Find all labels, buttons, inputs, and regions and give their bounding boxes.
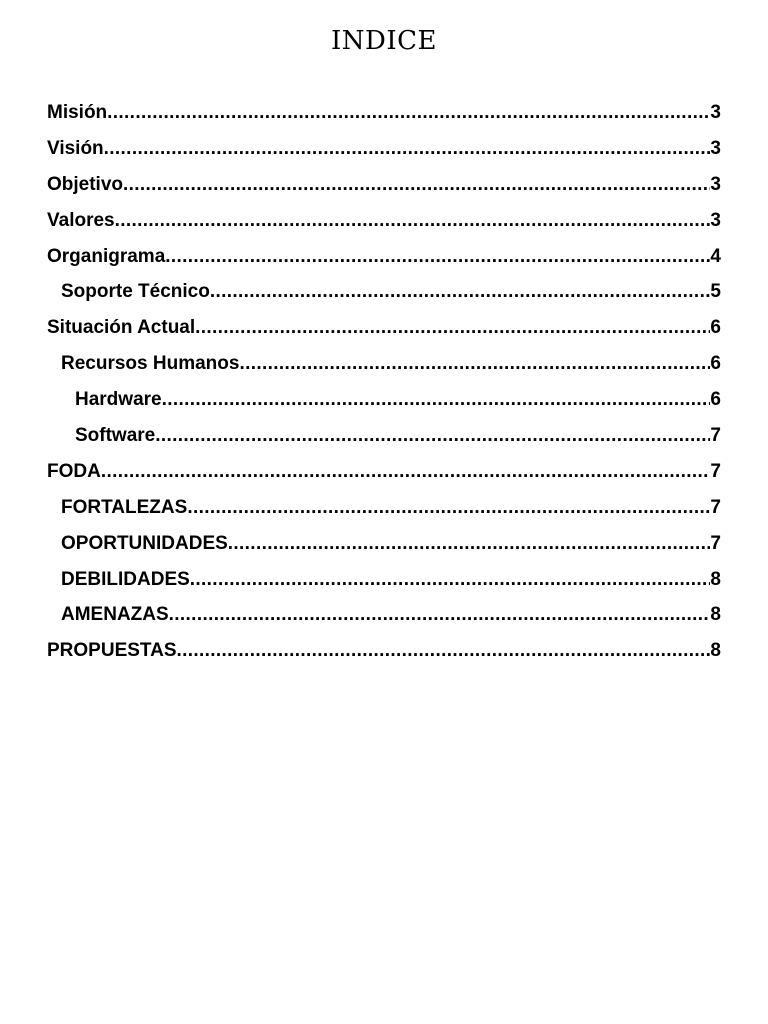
toc-entry-label: Software bbox=[75, 425, 156, 447]
toc-entry-label: Organigrama bbox=[47, 245, 166, 267]
toc-entry-recursos-humanos[interactable] bbox=[47, 346, 721, 382]
toc-page-number: 5 bbox=[710, 281, 721, 303]
toc-entry-label: FORTALEZAS bbox=[61, 496, 188, 518]
toc-entry-label: FODA bbox=[47, 460, 101, 482]
toc-dot-leader bbox=[107, 95, 710, 131]
toc-entry-label: PROPUESTAS bbox=[47, 640, 177, 662]
toc-entry-software[interactable] bbox=[47, 418, 721, 454]
toc-page-number: 3 bbox=[710, 137, 721, 159]
toc-page-number: 4 bbox=[710, 245, 721, 267]
toc-entry-objetivo[interactable] bbox=[47, 167, 721, 203]
toc-page-number: 3 bbox=[710, 102, 721, 123]
toc-entry-label: AMENAZAS bbox=[61, 604, 169, 626]
toc-entry-propuestas[interactable] bbox=[47, 633, 721, 669]
toc-entry-valores[interactable] bbox=[47, 203, 721, 239]
toc-dot-leader bbox=[115, 203, 711, 239]
toc-page-number: 6 bbox=[710, 389, 721, 411]
toc-dot-leader bbox=[162, 382, 711, 418]
toc-page-number: 7 bbox=[710, 496, 721, 518]
toc-dot-leader bbox=[190, 562, 711, 598]
toc-dot-leader bbox=[101, 454, 711, 490]
toc-dot-leader bbox=[155, 418, 710, 454]
toc-page-number: 7 bbox=[710, 460, 721, 482]
toc-dot-leader bbox=[228, 526, 711, 562]
toc-dot-leader bbox=[165, 239, 710, 275]
toc-entry-label: Hardware bbox=[75, 389, 162, 411]
toc-entry-oportunidades[interactable] bbox=[47, 526, 721, 562]
toc-entry-mision[interactable] bbox=[47, 95, 721, 131]
toc-page-number: 3 bbox=[710, 209, 721, 231]
toc-entry-label: Situación Actual bbox=[47, 317, 196, 339]
toc-dot-leader bbox=[177, 633, 711, 669]
toc-page-number: 8 bbox=[710, 604, 721, 626]
toc-dot-leader bbox=[239, 346, 710, 382]
toc-entry-organigrama[interactable] bbox=[47, 239, 721, 275]
toc-page-number: 6 bbox=[710, 353, 721, 375]
toc-entry-hardware[interactable] bbox=[47, 382, 721, 418]
toc-entry-situacion-actual[interactable] bbox=[47, 310, 721, 346]
toc-dot-leader bbox=[187, 490, 710, 526]
toc-page-number: 7 bbox=[710, 425, 721, 447]
toc-page-number: 8 bbox=[710, 568, 721, 590]
toc-entry-label: Soporte Técnico bbox=[61, 281, 210, 303]
toc-entry-label: Misión bbox=[47, 102, 108, 123]
toc-page-number: 8 bbox=[710, 640, 721, 662]
toc-entry-foda[interactable] bbox=[47, 454, 721, 490]
toc-entry-fortalezas[interactable] bbox=[47, 490, 721, 526]
toc-page-number: 7 bbox=[710, 532, 721, 554]
toc-entry-label: OPORTUNIDADES bbox=[61, 532, 228, 554]
toc-entry-vision[interactable] bbox=[47, 131, 721, 167]
toc-page-number: 3 bbox=[710, 173, 721, 195]
toc-entry-label: Visión bbox=[47, 137, 104, 159]
toc-dot-leader bbox=[195, 310, 710, 346]
table-of-contents bbox=[47, 95, 721, 669]
toc-dot-leader bbox=[123, 167, 710, 203]
toc-entry-label: Valores bbox=[47, 209, 115, 231]
toc-dot-leader bbox=[104, 131, 711, 167]
toc-entry-amenazas[interactable] bbox=[47, 597, 721, 633]
toc-dot-leader bbox=[210, 274, 711, 310]
toc-entry-label: Recursos Humanos bbox=[61, 353, 240, 375]
toc-page-number: 6 bbox=[710, 317, 721, 339]
page-title: INDICE bbox=[330, 26, 437, 56]
toc-entry-debilidades[interactable] bbox=[47, 562, 721, 598]
toc-entry-label: Objetivo bbox=[47, 173, 124, 195]
toc-dot-leader bbox=[169, 597, 711, 633]
toc-entry-label: DEBILIDADES bbox=[61, 568, 190, 590]
toc-entry-soporte-tecnico[interactable] bbox=[47, 274, 721, 310]
